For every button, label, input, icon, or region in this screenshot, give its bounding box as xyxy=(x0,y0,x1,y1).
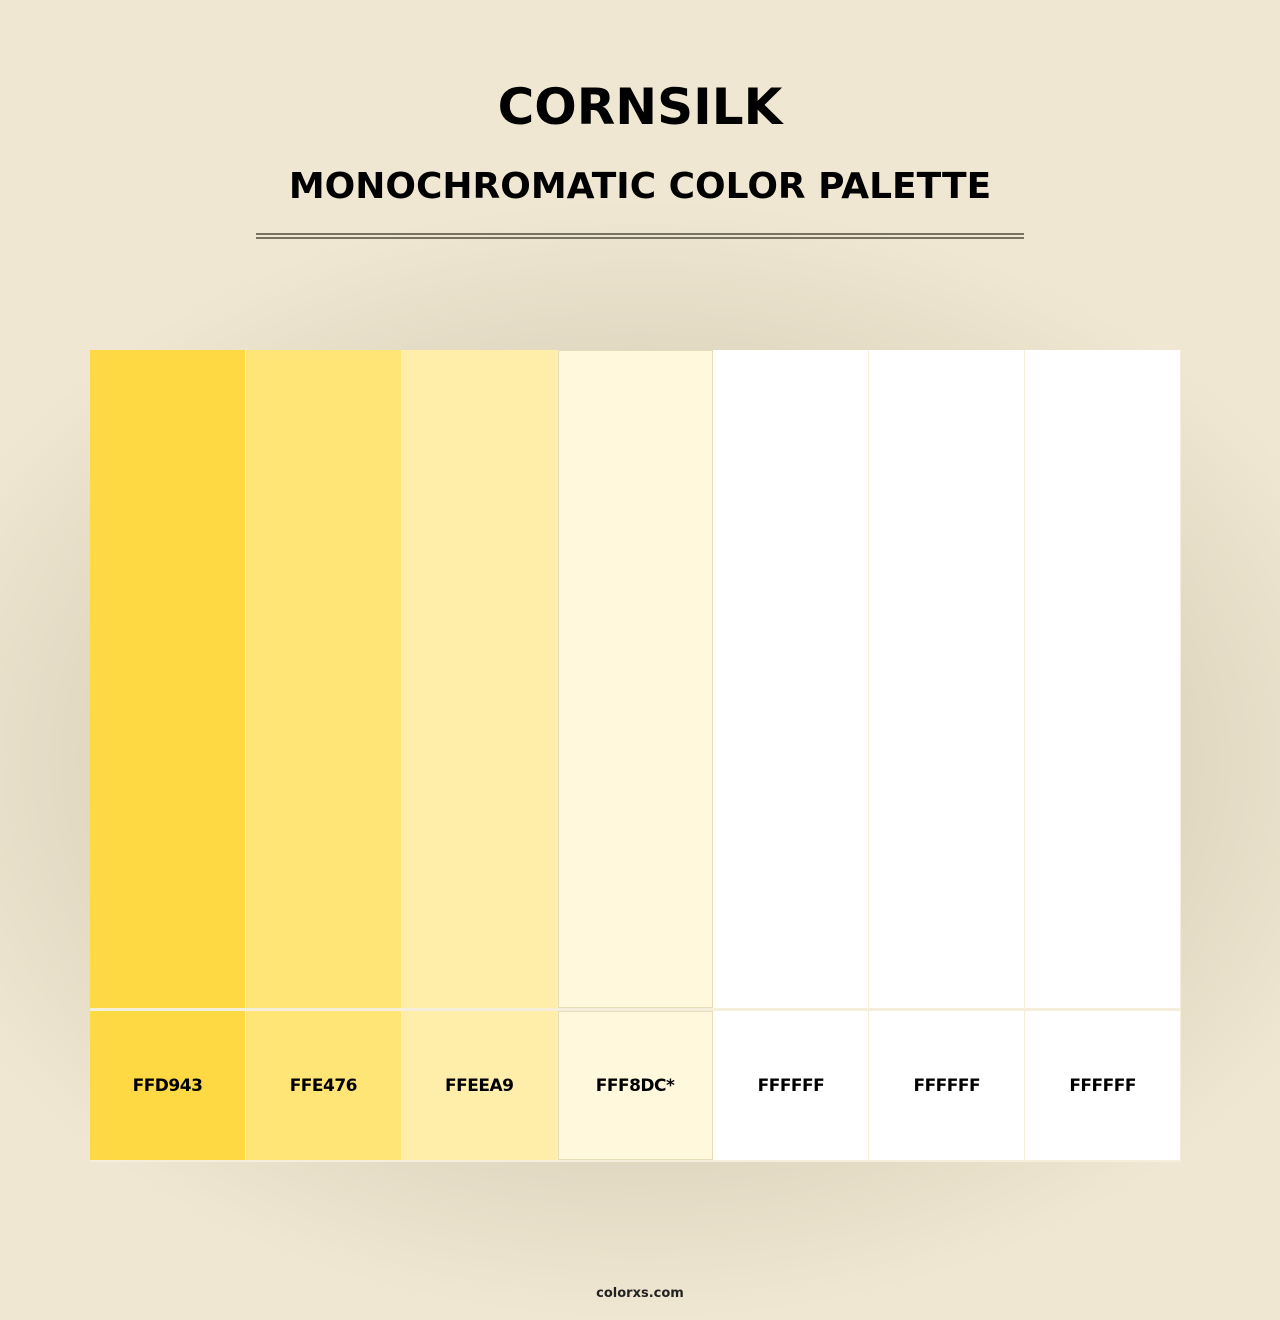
color-label-cell xyxy=(713,1011,868,1160)
hex-label: FFFFFF xyxy=(757,1075,825,1096)
hex-label: FFFFFF xyxy=(1069,1075,1136,1096)
palette-column[interactable] xyxy=(90,350,246,1162)
color-swatch[interactable] xyxy=(90,350,245,1008)
color-label-cell xyxy=(558,1011,713,1160)
color-swatch[interactable] xyxy=(558,350,713,1008)
color-swatch[interactable] xyxy=(246,350,401,1008)
color-label-cell xyxy=(1025,1011,1180,1160)
footer-site-link[interactable]: colorxs.com xyxy=(596,1286,684,1301)
color-swatch[interactable] xyxy=(869,350,1024,1008)
divider-line-bottom xyxy=(256,237,1024,239)
color-swatch[interactable] xyxy=(713,350,868,1008)
color-label-cell xyxy=(90,1011,245,1160)
color-label-cell xyxy=(246,1011,401,1160)
palette-column[interactable] xyxy=(246,350,402,1162)
hex-label: FFE476 xyxy=(289,1075,358,1096)
color-palette xyxy=(90,350,1181,1162)
hex-label: FFD943 xyxy=(132,1075,203,1096)
color-swatch[interactable] xyxy=(402,350,557,1008)
color-swatch[interactable] xyxy=(1025,350,1180,1008)
hex-label: FFEEA9 xyxy=(445,1075,514,1096)
hex-label: FFFFFF xyxy=(913,1075,981,1096)
palette-column[interactable] xyxy=(869,350,1025,1162)
palette-column-base[interactable] xyxy=(558,350,714,1162)
hex-label: FFF8DC* xyxy=(595,1075,675,1096)
divider-line-top xyxy=(256,233,1024,235)
palette-column[interactable] xyxy=(402,350,558,1162)
palette-column[interactable] xyxy=(1025,350,1181,1162)
page-subtitle: MONOCHROMATIC COLOR PALETTE xyxy=(288,166,992,207)
page-title: CORNSILK xyxy=(497,78,783,136)
palette-column[interactable] xyxy=(713,350,869,1162)
color-label-cell xyxy=(869,1011,1024,1160)
color-label-cell xyxy=(402,1011,557,1160)
